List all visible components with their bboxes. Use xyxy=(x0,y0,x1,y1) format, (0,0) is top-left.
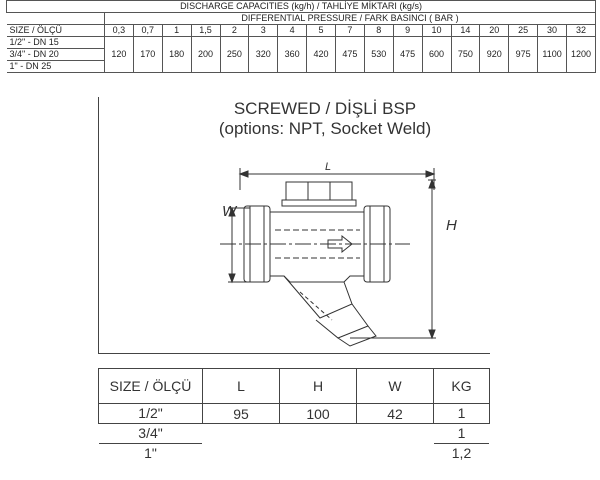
capacity-value-cell: 600 xyxy=(422,37,451,73)
dim-size-item: 1" xyxy=(144,445,157,461)
dim-kg-item: 1 xyxy=(434,404,489,424)
capacity-value-cell: 250 xyxy=(220,37,249,73)
size-item: 1" - DN 25 xyxy=(9,61,52,71)
pressure-cell: 8 xyxy=(364,25,393,37)
capacity-value-cell: 475 xyxy=(336,37,365,73)
capacity-value-cell: 530 xyxy=(364,37,393,73)
capacity-value-cell: 475 xyxy=(393,37,422,73)
capacity-value-cell: 1200 xyxy=(567,37,596,73)
dim-header-l: L xyxy=(203,369,280,404)
size-item: 3/4" - DN 20 xyxy=(7,49,105,61)
dim-kg-item: 1,2 xyxy=(451,445,472,461)
dim-w-label: W xyxy=(222,203,237,220)
capacity-value-cell: 975 xyxy=(509,37,538,73)
pressure-cell: 25 xyxy=(509,25,538,37)
capacity-title: DISCHARGE CAPACITIES (kg/h) / TAHLİYE MİKTARI (kg/s) xyxy=(7,1,596,13)
size-item: 1/2" - DN 15 xyxy=(7,37,105,49)
dim-size-item: 3/4" xyxy=(99,424,202,444)
capacity-value-cell: 120 xyxy=(105,37,134,73)
pressure-cell: 0,7 xyxy=(133,25,162,37)
drawing-frame-left xyxy=(98,97,99,353)
capacity-value-cell: 200 xyxy=(191,37,220,73)
dim-l-value: 95 xyxy=(203,404,280,424)
capacity-value-cell: 320 xyxy=(249,37,278,73)
capacity-value-cell: 170 xyxy=(133,37,162,73)
drawing-title-line2: (options: NPT, Socket Weld) xyxy=(218,119,432,138)
dim-h-label: H xyxy=(446,217,457,234)
dim-sizes xyxy=(99,404,203,461)
pressure-cell: 9 xyxy=(393,25,422,37)
dim-l-label: L xyxy=(325,161,332,173)
pressure-header: DIFFERENTIAL PRESSURE / FARK BASINCI ( BAR ) xyxy=(105,13,596,25)
dim-w-value: 42 xyxy=(357,404,434,424)
dim-kgs xyxy=(434,404,490,461)
pressure-cell: 32 xyxy=(567,25,596,37)
pressure-cell: 30 xyxy=(538,25,567,37)
pressure-cell: 1 xyxy=(162,25,191,37)
capacity-value-cell: 920 xyxy=(480,37,509,73)
pressure-cell: 20 xyxy=(480,25,509,37)
drawing-title xyxy=(200,99,450,139)
size-list xyxy=(7,37,105,73)
capacity-value-cell: 360 xyxy=(278,37,307,73)
pressure-cell: 1,5 xyxy=(191,25,220,37)
dim-h-value: 100 xyxy=(280,404,357,424)
pressure-cell: 7 xyxy=(336,25,365,37)
drawing-frame-bottom xyxy=(98,353,490,354)
pressure-cell: 0,3 xyxy=(105,25,134,37)
dimension-table xyxy=(98,368,490,461)
capacity-table xyxy=(6,0,596,73)
dim-header-kg: KG xyxy=(434,369,490,404)
pressure-cell: 4 xyxy=(278,25,307,37)
size-blank xyxy=(7,13,105,25)
pressure-cell: 10 xyxy=(422,25,451,37)
pressure-cell: 3 xyxy=(249,25,278,37)
dim-header-size: SIZE / ÖLÇÜ xyxy=(99,369,203,404)
capacity-value-cell: 180 xyxy=(162,37,191,73)
capacity-value-cell: 420 xyxy=(307,37,336,73)
dim-header-h: H xyxy=(280,369,357,404)
dim-size-item: 1/2" xyxy=(99,404,202,424)
pressure-cell: 5 xyxy=(307,25,336,37)
drawing-title-line1: SCREWED / DİŞLİ BSP xyxy=(233,99,417,118)
strainer-drawing xyxy=(220,160,470,350)
pressure-cell: 14 xyxy=(451,25,480,37)
pressure-cell: 2 xyxy=(220,25,249,37)
capacity-value-cell: 750 xyxy=(451,37,480,73)
dim-header-w: W xyxy=(357,369,434,404)
capacity-value-cell: 1100 xyxy=(538,37,567,73)
size-header: SIZE / ÖLÇÜ xyxy=(7,25,105,37)
dim-kg-item: 1 xyxy=(434,424,489,444)
